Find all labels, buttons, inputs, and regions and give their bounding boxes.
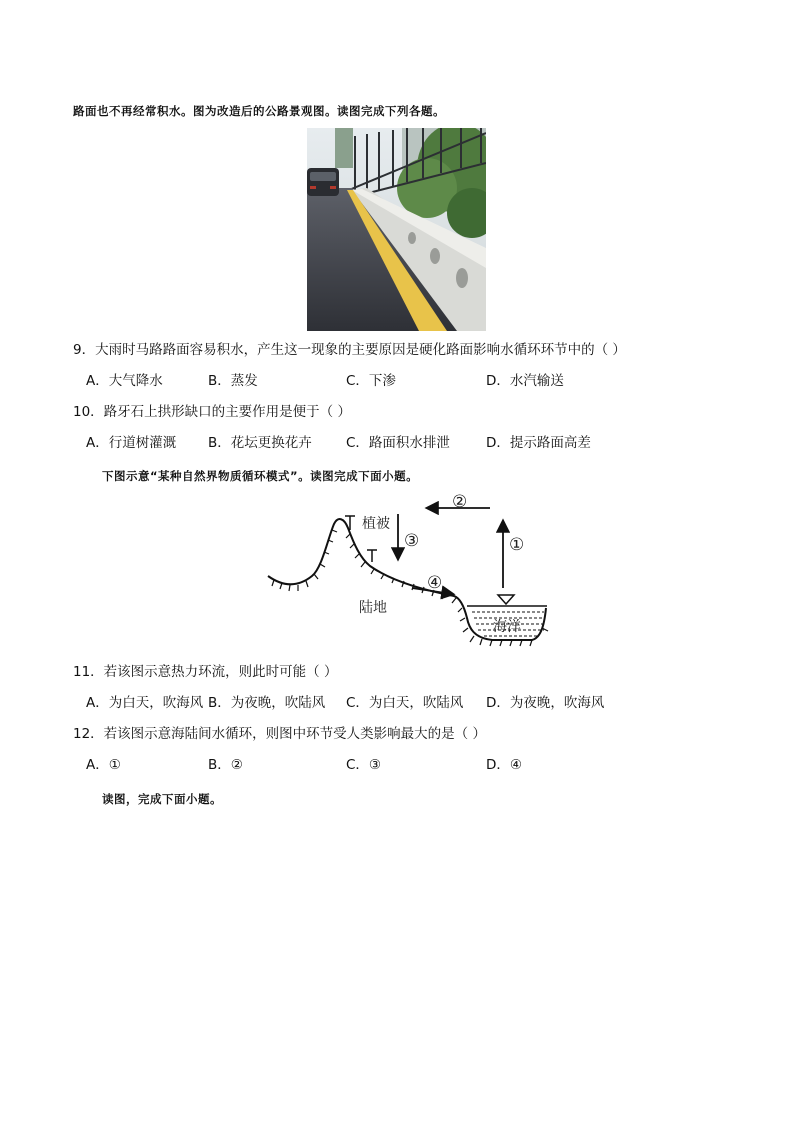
q11-option-b: B．为夜晚，吹陆风 (208, 695, 326, 711)
label-arrow-1: ① (509, 535, 525, 555)
q10-option-b: B．花坛更换花卉 (208, 435, 312, 451)
intro-text-2: 下图示意“某种自然界物质循环模式”。读图完成下面小题。 (102, 469, 419, 483)
label-ocean: 海洋 (493, 619, 521, 635)
question-12-stem: 12．若该图示意海陆间水循环，则图中环节受人类影响最大的是（ ） (73, 726, 486, 742)
label-arrow-2: ② (452, 492, 468, 512)
label-land: 陆地 (359, 600, 387, 616)
intro-text-1: 路面也不再经常积水。图为改造后的公路景观图。读图完成下列各题。 (73, 104, 445, 118)
q12-option-a: A．① (86, 757, 121, 773)
q10-option-a: A．行道树灌溉 (86, 435, 177, 451)
q9-option-a: A．大气降水 (86, 373, 163, 389)
q9-option-c: C．下渗 (346, 373, 396, 389)
intro-text-3: 读图，完成下面小题。 (102, 792, 222, 806)
label-arrow-3: ③ (404, 531, 420, 551)
water-level-icon (498, 595, 514, 604)
q12-option-d: D．④ (486, 757, 522, 773)
q11-option-c: C．为白天，吹陆风 (346, 695, 464, 711)
question-11-stem: 11．若该图示意热力环流，则此时可能（ ） (73, 664, 338, 680)
label-vegetation: 植被 (362, 516, 390, 532)
q9-option-d: D．水汽输送 (486, 373, 564, 389)
q11-option-a: A．为白天，吹海风 (86, 695, 204, 711)
label-arrow-4: ④ (427, 573, 443, 593)
circulation-diagram (262, 488, 562, 658)
q9-option-b: B．蒸发 (208, 373, 258, 389)
q12-option-b: B．② (208, 757, 243, 773)
road-photo-illustration (307, 128, 486, 331)
q10-option-d: D．提示路面高差 (486, 435, 591, 451)
question-10-stem: 10．路牙石上拱形缺口的主要作用是便于（ ） (73, 404, 351, 420)
q10-option-c: C．路面积水排泄 (346, 435, 450, 451)
question-9-stem: 9．大雨时马路路面容易积水，产生这一现象的主要原因是硬化路面影响水循环环节中的（ ） (73, 342, 626, 358)
q12-option-c: C．③ (346, 757, 382, 773)
q11-option-d: D．为夜晚，吹海风 (486, 695, 605, 711)
road-photo (307, 128, 486, 331)
